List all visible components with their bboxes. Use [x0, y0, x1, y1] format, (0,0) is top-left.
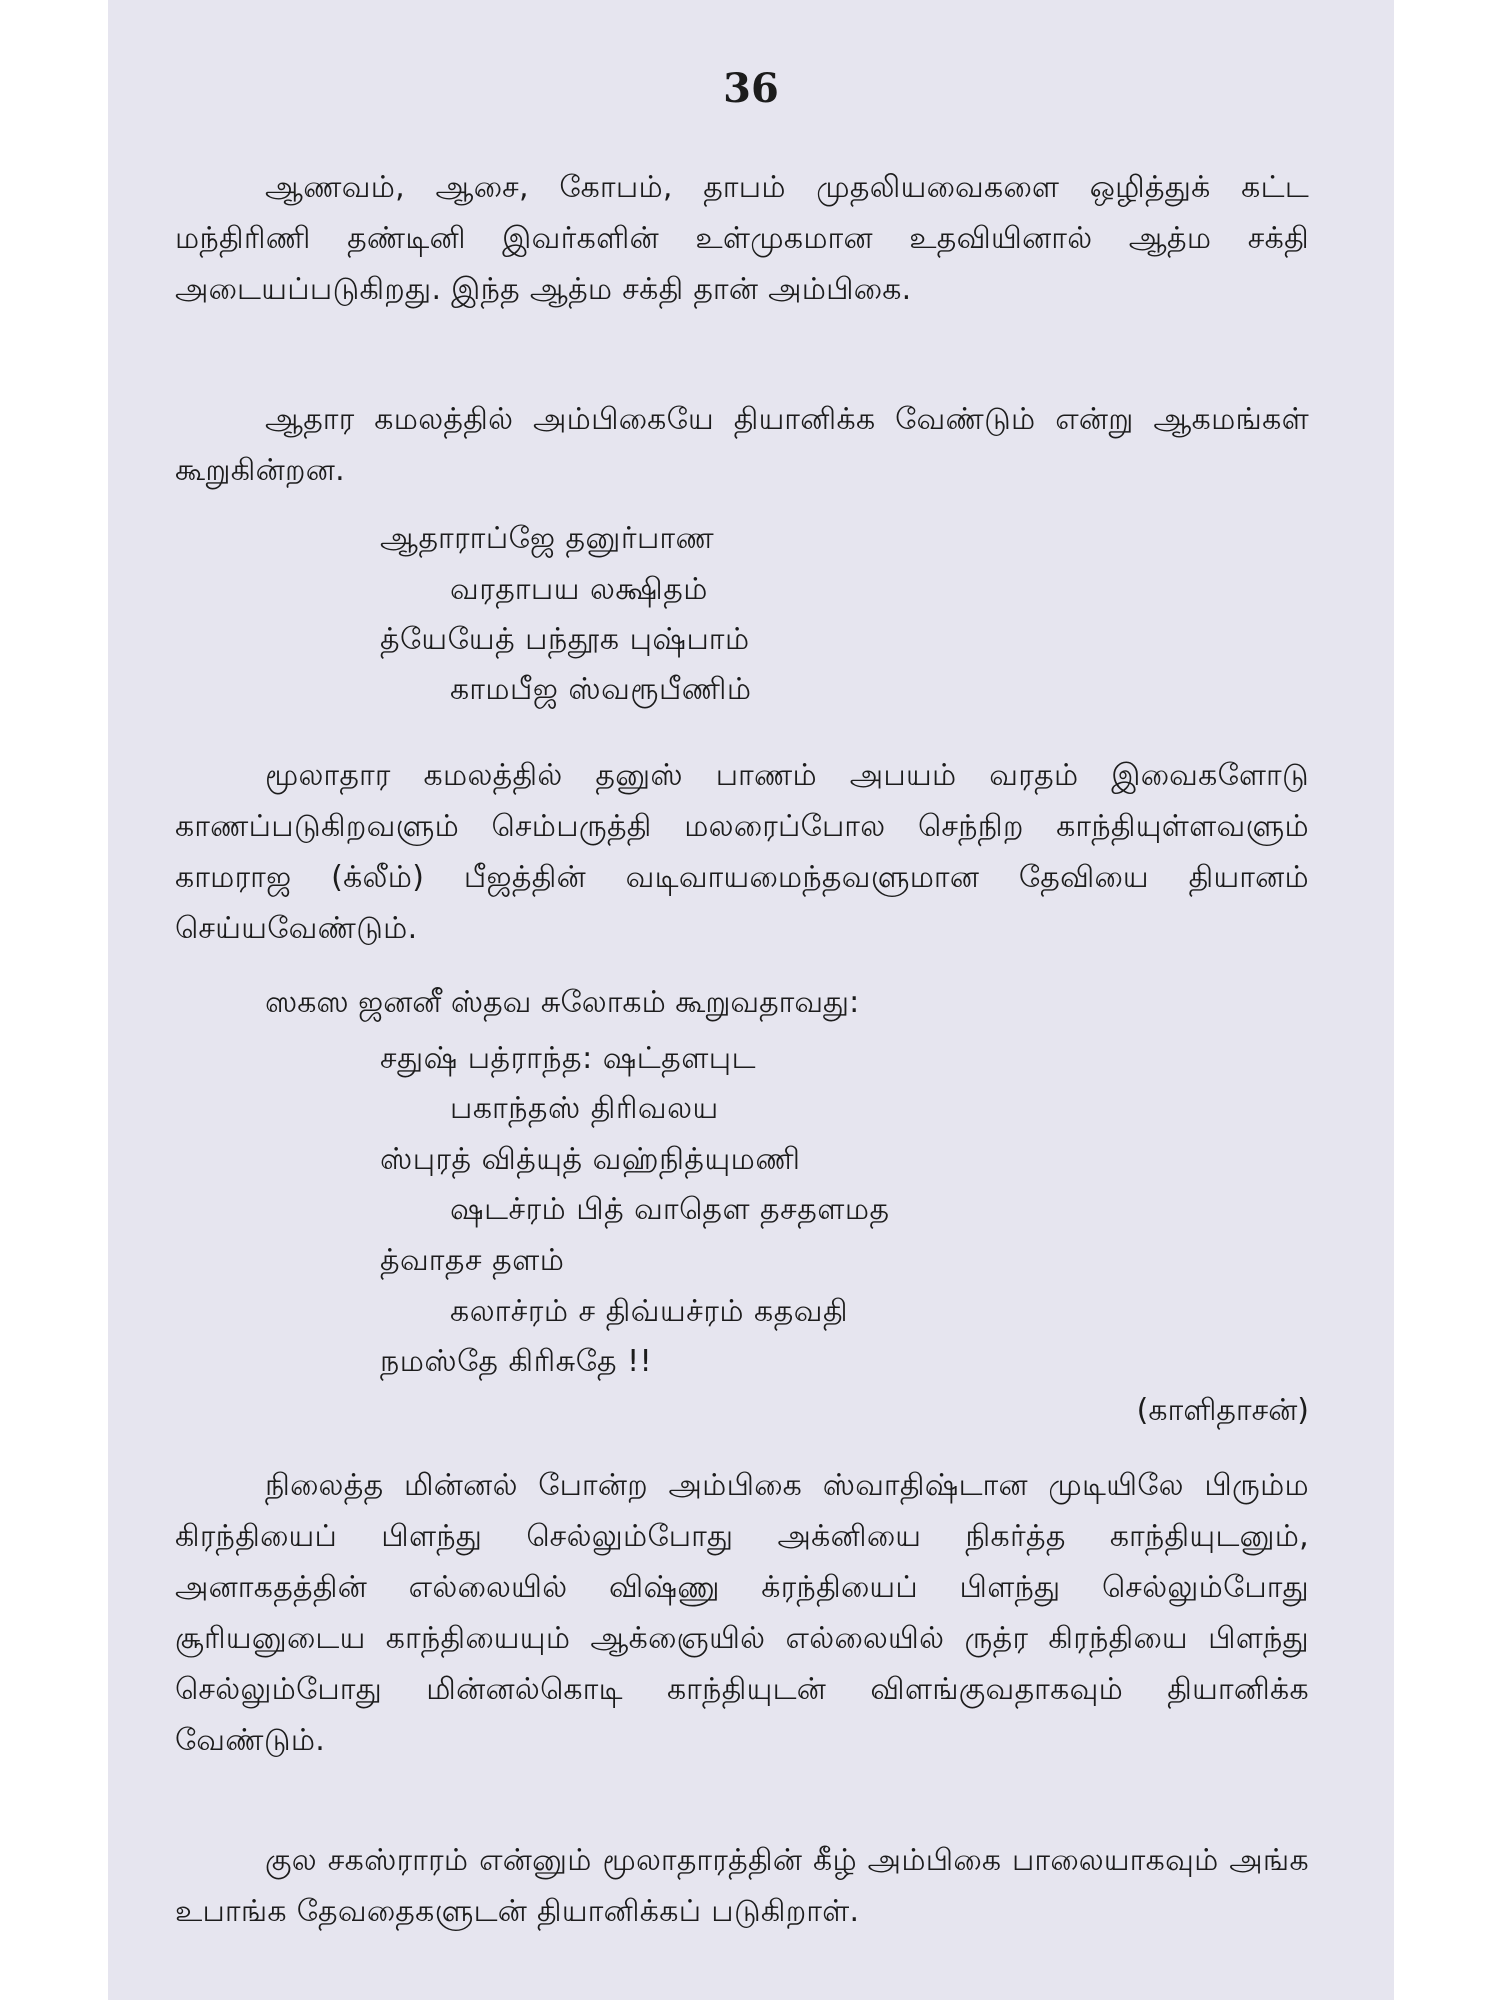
verse-2-line: ஷடச்ரம் பித் வாதெள தசதளமத	[450, 1192, 890, 1227]
verse-2-line: ஸ்புரத் வித்யுத் வஹ்நித்யுமணி	[380, 1142, 801, 1177]
verse-2-line: பகாந்தஸ் திரிவலய	[450, 1091, 719, 1126]
verse-2-line: கலாச்ரம் ச திவ்யச்ரம் கதவதி	[450, 1294, 849, 1329]
verse-1-line: காமபீஜ ஸ்வரூபீணிம்	[450, 672, 752, 707]
verse-1-line: த்யேயேத் பந்தூக புஷ்பாம்	[380, 622, 750, 657]
verse-2-line: த்வாதச தளம்	[380, 1243, 565, 1278]
paragraph-4: நிலைத்த மின்னல் போன்ற அம்பிகை ஸ்வாதிஷ்டான முடியிலே பிரும்ம கிரந்தியைப் பிளந்து செல்லும்போது அக்னியை நிகர்த்த காந்தியுடனும், அனாகதத்தின் எல்லையில் விஷ்ணு க்ரந்தியைப் பிளந்து செல்லும்போது சூரியனுடைய காந்தியையும் ஆக்ஞையில் எல்லையில் ருத்ர கிரந்தியை பிளந்து செல்லும்போது மின்னல்கொடி காந்தியுடன் விளங்குவதாகவும் தியானிக்க வேண்டும்.	[175, 1468, 1309, 1758]
paragraph-1: ஆணவம், ஆசை, கோபம், தாபம் முதலியவைகளை ஒழித்துக் கட்ட மந்திரிணி தண்டினி இவர்களின் உள்முகமான உதவியினால் ஆத்ம சக்தி அடையப்படுகிறது. இந்த ஆத்ம சக்தி தான் அம்பிகை.	[175, 170, 1309, 307]
verse-2-line: நமஸ்தே கிரிசுதே !!	[380, 1344, 653, 1379]
book-page	[108, 0, 1394, 2000]
paragraph-3: மூலாதார கமலத்தில் தனுஸ் பாணம் அபயம் வரதம் இவைகளோடு காணப்படுகிறவளும் செம்பருத்தி மலரைப்போல செந்நிற காந்தியுள்ளவளும் காமராஜ (க்லீம்) பீஜத்தின் வடிவாயமைந்தவளுமான தேவியை தியானம் செய்யவேண்டும்.	[175, 758, 1309, 946]
verse-intro: ஸகஸ ஜனனீ ஸ்தவ சுலோகம் கூறுவதாவது:	[265, 985, 860, 1020]
verse-1-line: ஆதாராப்ஜே தனுர்பாண	[380, 521, 715, 556]
paragraph-5: குல சகஸ்ராரம் என்னும் மூலாதாரத்தின் கீழ் அம்பிகை பாலையாகவும் அங்க உபாங்க தேவதைகளுடன் தியானிக்கப் படுகிறாள்.	[175, 1843, 1309, 1929]
paragraph-2: ஆதார கமலத்தில் அம்பிகையே தியானிக்க வேண்டும் என்று ஆகமங்கள் கூறுகின்றன.	[175, 402, 1309, 488]
attribution: (காளிதாசன்)	[1136, 1393, 1309, 1428]
page-number: 36	[723, 65, 779, 112]
verse-2-line: சதுஷ் பத்ராந்த: ஷட்தளபுட	[380, 1041, 756, 1076]
verse-1-line: வரதாபய லக்ஷிதம்	[450, 572, 708, 607]
